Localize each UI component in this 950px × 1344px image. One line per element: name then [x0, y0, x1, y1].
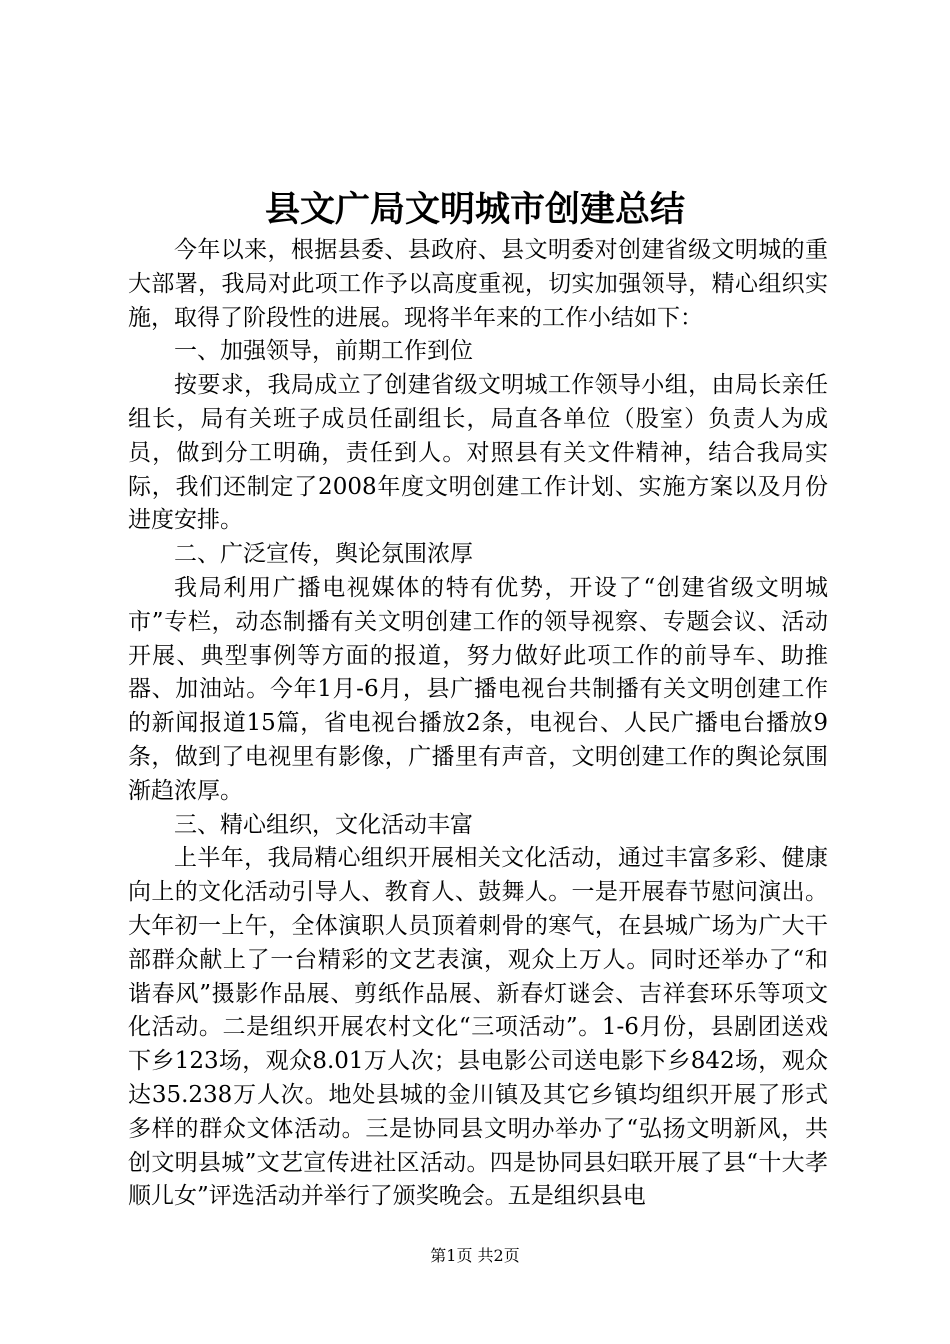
intro-paragraph: 今年以来，根据县委、县政府、县文明委对创建省级文明城的重大部署，我局对此项工作予以高度重视，切实加强领导，精心组织实施，取得了阶段性的进展。现将半年来的工作小结如下： — [128, 237, 828, 331]
section-heading-2: 二、广泛宣传，舆论氛围浓厚 — [174, 541, 473, 568]
page-title: 县文广局文明城市创建总结 — [264, 190, 685, 230]
section-heading-3: 三、精心组织，文化活动丰富 — [174, 811, 473, 838]
document-body — [128, 234, 828, 1214]
section-heading-1: 一、加强领导，前期工作到位 — [174, 338, 473, 365]
page-number-footer: 第1页 共2页 — [430, 1246, 520, 1265]
section-3-paragraph: 上半年，我局精心组织开展相关文化活动，通过丰富多彩、健康向上的文化活动引导人、教育人、鼓舞人。一是开展春节慰问演出。大年初一上午，全体演职人员顶着刺骨的寒气，在县城广场为广大干部群众献上了一台精彩的文艺表演，观众上万人。同时还举办了“和谐春风”摄影作品展、剪纸作品展、新春灯谜会、吉祥套环乐等项文化活动。二是组织开展农村文化“三项活动”。1-6月份，县剧团送戏下乡123场，观众8.01万人次；县电影公司送电影下乡842场，观众达35.238万人次。地处县城的金川镇及其它乡镇均组织开展了形式多样的群众文体活动。三是协同县文明办举办了“弘扬文明新风，共创文明县城”文艺宣传进社区活动。四是协同县妇联开展了县“十大孝顺儿女”评选活动并举行了颁奖晚会。五是组织县电 — [128, 845, 828, 1210]
section-2-paragraph: 我局利用广播电视媒体的特有优势，开设了“创建省级文明城市”专栏，动态制播有关文明创建工作的领导视察、专题会议、活动开展、典型事例等方面的报道，努力做好此项工作的前导车、助推器、加油站。今年1月-6月，县广播电视台共制播有关文明创建工作的新闻报道15篇，省电视台播放2条，电视台、人民广播电台播放9条，做到了电视里有影像，广播里有声音，文明创建工作的舆论氛围渐趋浓厚。 — [128, 574, 828, 804]
section-1-paragraph: 按要求，我局成立了创建省级文明城工作领导小组，由局长亲任组长，局有关班子成员任副组长，局直各单位（股室）负责人为成员，做到分工明确，责任到人。对照县有关文件精神，结合我局实际，我们还制定了2008年度文明创建工作计划、实施方案以及月份进度安排。 — [128, 372, 828, 534]
